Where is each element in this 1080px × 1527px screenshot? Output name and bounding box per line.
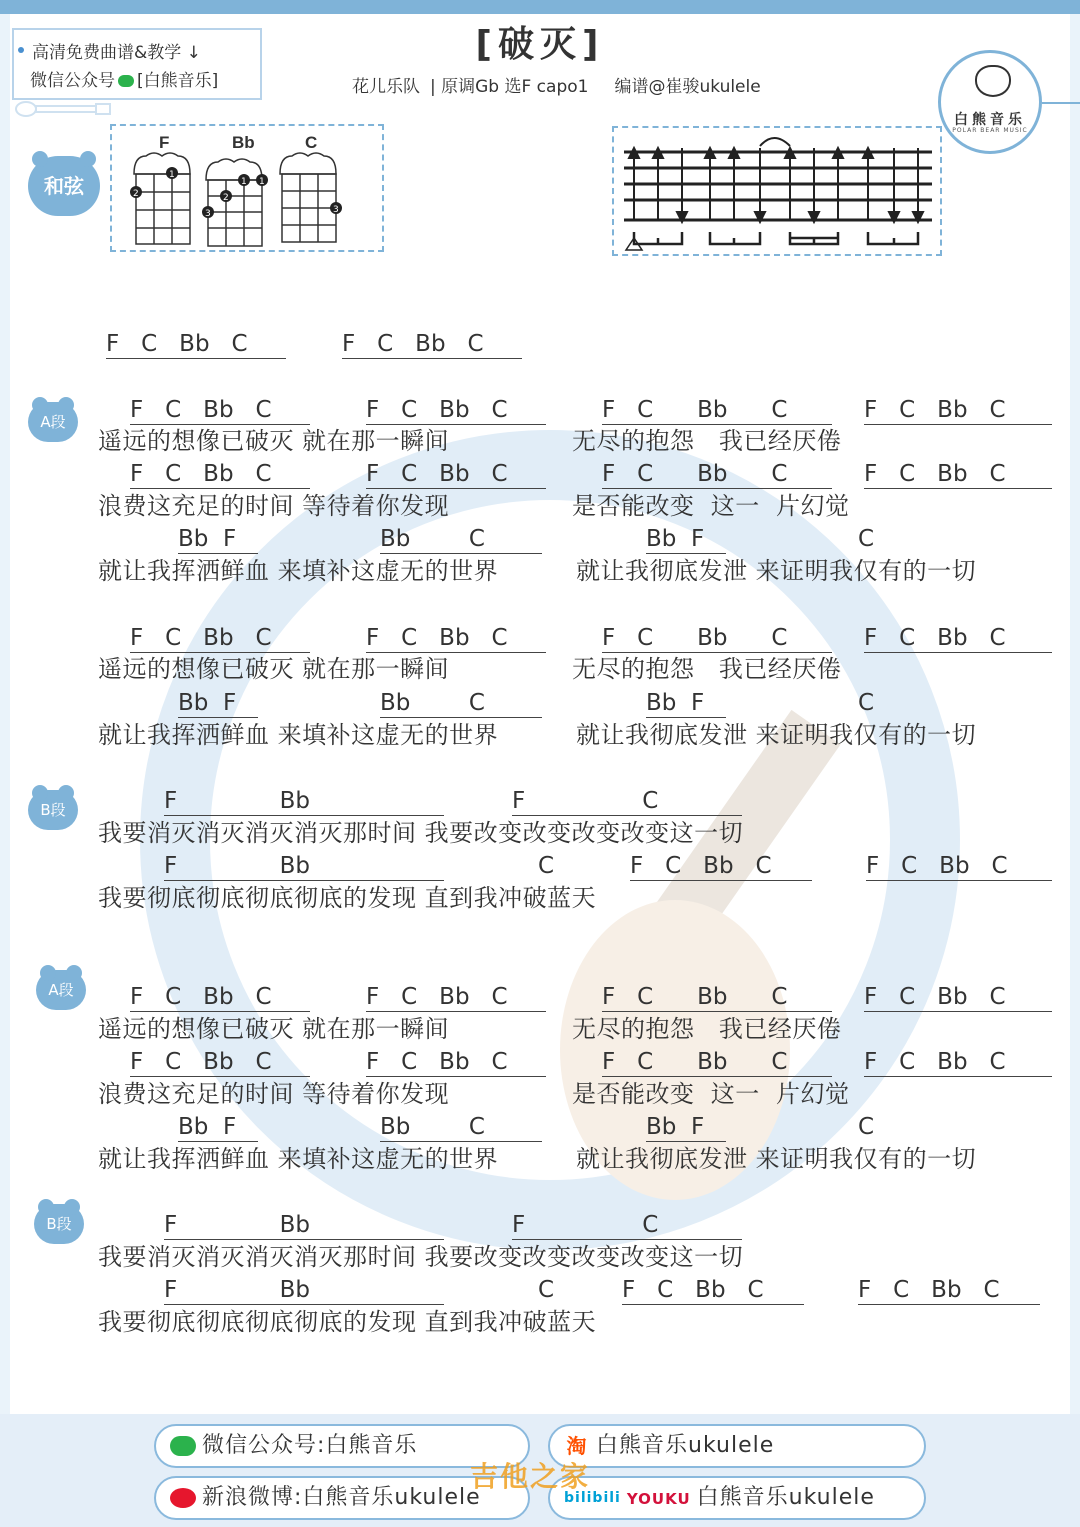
bilibili-icon: bilibili <box>564 1490 621 1506</box>
chord: C <box>893 1277 910 1303</box>
chord: Bb <box>439 461 470 487</box>
chord: F <box>130 984 144 1010</box>
chord: C <box>255 625 272 651</box>
wechat-icon <box>170 1436 196 1456</box>
lyric: 我已经厌倦 <box>718 1015 842 1043</box>
lyric: 就在那一瞬间 <box>302 427 450 455</box>
lyric: 无尽的抱怨 <box>572 655 695 683</box>
chord-bar <box>512 787 742 816</box>
lyric-line <box>572 654 841 684</box>
lyric: 浪费这充足的时间 <box>98 1080 294 1108</box>
lyric: 就让我彻底发泄 <box>576 1145 748 1173</box>
chord: Bb <box>439 625 470 651</box>
chord: C <box>989 397 1006 423</box>
logo-name: 白熊音乐 <box>954 112 1026 128</box>
chord-bar <box>602 396 832 425</box>
chord: F <box>602 984 616 1010</box>
chord: C <box>468 1114 485 1140</box>
chord: Bb <box>646 690 677 716</box>
lyric-line <box>98 654 449 684</box>
chord-bar <box>630 852 812 881</box>
lyric-line <box>98 818 743 848</box>
chord-bar <box>602 624 832 653</box>
chord: C <box>989 625 1006 651</box>
chord: F <box>864 625 878 651</box>
chord: F <box>630 853 644 879</box>
chord: F <box>130 625 144 651</box>
chord: F <box>223 526 237 552</box>
lyric: 我要消灭消灭消灭消灭那时间 <box>98 1243 417 1271</box>
chord-bar <box>130 624 310 653</box>
lyric-line <box>576 1144 976 1174</box>
weibo-icon <box>170 1488 196 1508</box>
chord: F <box>130 397 144 423</box>
bear-icon <box>975 65 1011 97</box>
chord-bar <box>366 396 546 425</box>
strum-pattern <box>612 126 942 256</box>
chord: C <box>858 690 875 716</box>
lyric-line <box>98 1079 449 1109</box>
lyric: 我要彻底彻底彻底彻底的发现 <box>98 1308 417 1336</box>
chord: F <box>864 397 878 423</box>
chord: F <box>342 331 356 357</box>
chord: C <box>165 984 182 1010</box>
chord: Bb <box>203 461 234 487</box>
lyric-line <box>98 883 596 913</box>
lyric-line <box>98 720 498 750</box>
video-label: 白熊音乐ukulele <box>696 1485 875 1510</box>
section-label-a: A段 <box>36 970 86 1010</box>
chord-bar <box>366 1048 546 1077</box>
chord-bar <box>512 1211 742 1240</box>
lyric: 我要彻底彻底彻底彻底的发现 <box>98 884 417 912</box>
lyric-line <box>98 556 498 586</box>
chord-bar <box>366 624 546 653</box>
chord-name-f: F <box>159 133 170 152</box>
chord: F <box>691 1114 705 1140</box>
section-label-b: B段 <box>28 790 78 830</box>
chord: Bb <box>697 461 728 487</box>
wechat-icon <box>118 75 134 87</box>
chord: Bb <box>937 461 968 487</box>
chord: F <box>223 1114 237 1140</box>
lyric: 就让我彻底发泄 <box>576 557 748 585</box>
lyric-line <box>576 556 976 586</box>
lyric-line <box>576 720 976 750</box>
chord: C <box>983 1277 1000 1303</box>
promo-line1: 高清免费曲谱&教学 ↓ <box>32 43 201 63</box>
lyric: 我要消灭消灭消灭消灭那时间 <box>98 819 417 847</box>
chord: F <box>130 461 144 487</box>
chord: C <box>165 625 182 651</box>
chord: F <box>691 690 705 716</box>
chord: C <box>491 1049 508 1075</box>
chord: Bb <box>203 397 234 423</box>
key-info: | 原调Gb 选F capo1 <box>430 77 589 97</box>
chord-bar <box>864 624 1052 653</box>
lyric-line <box>98 1307 596 1337</box>
chord: Bb <box>203 1049 234 1075</box>
chord-bar <box>164 1211 444 1240</box>
chord: C <box>771 625 788 651</box>
chord: F <box>164 1277 178 1303</box>
chord-bar <box>130 983 310 1012</box>
lyric: 是否能改变 <box>572 1080 695 1108</box>
chord: C <box>165 461 182 487</box>
lyric: 等待着你发现 <box>302 1080 450 1108</box>
lyric: 无尽的抱怨 <box>572 427 695 455</box>
chord: Bb <box>178 690 209 716</box>
chord: F <box>512 1212 526 1238</box>
chord: C <box>901 853 918 879</box>
strum-pattern-svg <box>614 128 940 254</box>
chord-bar <box>646 525 726 554</box>
chord-bar <box>130 1048 310 1077</box>
chord: Bb <box>646 1114 677 1140</box>
taobao-label: 白熊音乐ukulele <box>596 1433 775 1458</box>
lyric-line <box>572 426 841 456</box>
chord: C <box>771 461 788 487</box>
chord: C <box>637 984 654 1010</box>
logo-divider <box>1042 102 1080 104</box>
promo-box <box>12 28 262 100</box>
finger-number: 1 <box>169 170 175 180</box>
chord: C <box>255 397 272 423</box>
lyric: 就让我挥洒鲜血 <box>98 1145 270 1173</box>
chord-bar <box>178 525 258 554</box>
chord-bar <box>864 460 1052 489</box>
lyric: 我已经厌倦 <box>718 427 842 455</box>
lyric: 遥远的想像已破灭 <box>98 427 294 455</box>
chord: C <box>771 397 788 423</box>
lyric: 遥远的想像已破灭 <box>98 655 294 683</box>
lyric: 就让我挥洒鲜血 <box>98 721 270 749</box>
chord-bar <box>602 460 832 489</box>
chord: C <box>637 625 654 651</box>
chord: C <box>468 690 485 716</box>
lyric: 我要改变改变改变改变这一切 <box>424 819 744 847</box>
chord: F <box>223 690 237 716</box>
chord-bar <box>858 1276 1040 1305</box>
chord: Bb <box>646 526 677 552</box>
chord-bar <box>178 689 258 718</box>
site-watermark: 吉他之家 <box>470 1460 591 1493</box>
lyric-line <box>572 1079 850 1109</box>
chord: Bb <box>697 1049 728 1075</box>
lyric: 我已经厌倦 <box>718 655 842 683</box>
chord: Bb <box>695 1277 726 1303</box>
lyric: 就让我挥洒鲜血 <box>98 557 270 585</box>
lyric: 这一 <box>710 1080 760 1108</box>
finger-number: 3 <box>205 209 211 219</box>
lyric: 这一 <box>710 492 760 520</box>
lyric: 来填补这虚无的世界 <box>277 721 499 749</box>
chord: C <box>642 1212 659 1238</box>
lyric-line <box>572 491 850 521</box>
chord-bar <box>366 460 546 489</box>
lyric: 就让我彻底发泄 <box>576 721 748 749</box>
chord-bar <box>130 396 310 425</box>
chord: Bb <box>931 1277 962 1303</box>
lyric: 浪费这充足的时间 <box>98 492 294 520</box>
finger-number: 2 <box>223 193 229 203</box>
chord: Bb <box>279 853 310 879</box>
chord: Bb <box>178 526 209 552</box>
top-bar <box>0 0 1080 14</box>
chord-bar <box>164 852 444 881</box>
lyric-line <box>98 426 449 456</box>
chord: C <box>989 984 1006 1010</box>
promo-prefix: 微信公众号 <box>30 71 115 91</box>
chord: Bb <box>439 1049 470 1075</box>
taobao-icon: 淘 <box>566 1434 588 1458</box>
chord: F <box>512 788 526 814</box>
chord: Bb <box>279 788 310 814</box>
chord: F <box>602 1049 616 1075</box>
chord: F <box>864 984 878 1010</box>
chord: Bb <box>279 1277 310 1303</box>
lyric: 来证明我仅有的一切 <box>755 721 977 749</box>
lyric: 就在那一瞬间 <box>302 655 450 683</box>
chord: F <box>164 788 178 814</box>
chord: Bb <box>179 331 210 357</box>
chord: Bb <box>697 984 728 1010</box>
lyric: 无尽的抱怨 <box>572 1015 695 1043</box>
section-label-a: A段 <box>28 402 78 442</box>
chord: C <box>538 853 555 879</box>
chord: Bb <box>439 397 470 423</box>
chord: Bb <box>203 625 234 651</box>
chord: C <box>141 331 158 357</box>
artist: 花儿乐队 <box>352 77 420 97</box>
chord: C <box>637 397 654 423</box>
chord-name-c: C <box>305 133 318 152</box>
lyric-line <box>98 1014 449 1044</box>
chord-bar <box>622 1276 804 1305</box>
finger-number: 1 <box>241 177 247 187</box>
chord: C <box>989 1049 1006 1075</box>
dot-icon <box>18 47 24 53</box>
chord: Bb <box>937 984 968 1010</box>
chord: Bb <box>380 526 411 552</box>
finger-number: 1 <box>259 177 265 187</box>
chord: F <box>602 461 616 487</box>
lyric: 等待着你发现 <box>302 492 450 520</box>
finger-number: 2 <box>133 189 139 199</box>
chord: C <box>401 461 418 487</box>
chord: F <box>164 1212 178 1238</box>
chord: C <box>255 1049 272 1075</box>
lyric-line <box>572 1014 841 1044</box>
lyric: 来证明我仅有的一切 <box>755 1145 977 1173</box>
chord-bar <box>864 396 1052 425</box>
chord: F <box>858 1277 872 1303</box>
lyric: 就在那一瞬间 <box>302 1015 450 1043</box>
chord: F <box>366 461 380 487</box>
video-link[interactable] <box>548 1476 926 1520</box>
chord: C <box>858 1114 875 1140</box>
intro-chords <box>342 330 522 359</box>
chord-bar <box>380 689 542 718</box>
chord: C <box>491 461 508 487</box>
chord: F <box>691 526 705 552</box>
chord: C <box>899 984 916 1010</box>
chord: C <box>491 984 508 1010</box>
chord: F <box>866 853 880 879</box>
chord-bar <box>866 852 1052 881</box>
chord: C <box>899 461 916 487</box>
chord: F <box>864 461 878 487</box>
lyric: 是否能改变 <box>572 492 695 520</box>
logo-en: POLAR BEAR MUSIC <box>952 127 1028 134</box>
chord-bar <box>864 983 1052 1012</box>
promo-suffix: [白熊音乐] <box>137 71 219 91</box>
chord-bar <box>380 525 542 554</box>
chord: C <box>255 984 272 1010</box>
chord: F <box>366 984 380 1010</box>
chord-bar <box>366 983 546 1012</box>
chord: C <box>255 461 272 487</box>
chord: C <box>771 1049 788 1075</box>
chord: C <box>899 1049 916 1075</box>
chord-bar <box>164 787 444 816</box>
lyric: 直到我冲破蓝天 <box>424 884 597 912</box>
chord: C <box>899 625 916 651</box>
chord: F <box>106 331 120 357</box>
chord: C <box>401 984 418 1010</box>
intro-chords <box>106 330 286 359</box>
lyric: 片幻觉 <box>776 1080 850 1108</box>
lyric-line <box>98 1242 743 1272</box>
finger-number: 3 <box>333 205 339 215</box>
chord-diagram-svg <box>112 126 382 250</box>
weibo-label: 新浪微博:白熊音乐ukulele <box>202 1485 481 1510</box>
chord: Bb <box>415 331 446 357</box>
song-title: [破灭] <box>475 24 605 65</box>
chord: F <box>130 1049 144 1075</box>
chord: C <box>771 984 788 1010</box>
promo-line2 <box>30 66 218 91</box>
chord: C <box>165 1049 182 1075</box>
chord-bar <box>602 983 832 1012</box>
lyric: 遥远的想像已破灭 <box>98 1015 294 1043</box>
chord: Bb <box>937 1049 968 1075</box>
chord: F <box>164 853 178 879</box>
chord: C <box>747 1277 764 1303</box>
chord: C <box>642 788 659 814</box>
chord: Bb <box>279 1212 310 1238</box>
chord: Bb <box>697 397 728 423</box>
chord: C <box>637 461 654 487</box>
chord-bar <box>602 1048 832 1077</box>
chord: C <box>401 397 418 423</box>
chord: C <box>491 625 508 651</box>
lyric: 来填补这虚无的世界 <box>277 557 499 585</box>
chord: F <box>366 625 380 651</box>
chord: C <box>538 1277 555 1303</box>
taobao-link[interactable] <box>548 1424 926 1468</box>
lyric-line <box>98 1144 498 1174</box>
chord: C <box>991 853 1008 879</box>
lyric: 来填补这虚无的世界 <box>277 1145 499 1173</box>
chord: F <box>622 1277 636 1303</box>
chord: C <box>899 397 916 423</box>
chords-label: 和弦 <box>28 156 100 216</box>
lyric: 我要改变改变改变改变这一切 <box>424 1243 744 1271</box>
chord-bar <box>380 1113 542 1142</box>
chord-bar <box>646 689 726 718</box>
chord: F <box>366 397 380 423</box>
lyric: 片幻觉 <box>776 492 850 520</box>
chord: C <box>467 331 484 357</box>
lyric-line <box>98 491 449 521</box>
chord-bar <box>164 1276 444 1305</box>
youku-icon: YOUKU <box>626 1490 691 1508</box>
logo <box>938 50 1042 154</box>
chord: Bb <box>937 397 968 423</box>
chord: C <box>165 397 182 423</box>
chord: C <box>231 331 248 357</box>
chord: C <box>468 526 485 552</box>
chord: Bb <box>937 625 968 651</box>
chord: Bb <box>380 690 411 716</box>
lyric: 直到我冲破蓝天 <box>424 1308 597 1336</box>
chord: C <box>858 526 875 552</box>
arranger: 编谱@崔骏ukulele <box>614 77 761 97</box>
chord: C <box>491 397 508 423</box>
chord: C <box>401 625 418 651</box>
chord: Bb <box>939 853 970 879</box>
chord: C <box>377 331 394 357</box>
chord: C <box>401 1049 418 1075</box>
chord-name-bb: Bb <box>232 133 255 152</box>
ukulele-icon <box>14 100 114 118</box>
chord: C <box>989 461 1006 487</box>
chord: F <box>864 1049 878 1075</box>
chord: Bb <box>439 984 470 1010</box>
chord: Bb <box>697 625 728 651</box>
chord-bar <box>130 460 310 489</box>
chord-bar <box>646 1113 726 1142</box>
lyric: 来证明我仅有的一切 <box>755 557 977 585</box>
chord-diagrams <box>110 124 384 252</box>
chord: F <box>366 1049 380 1075</box>
chord-bar <box>178 1113 258 1142</box>
chord: Bb <box>203 984 234 1010</box>
chord: F <box>602 397 616 423</box>
chord: F <box>602 625 616 651</box>
wechat-label: 微信公众号:白熊音乐 <box>202 1433 418 1458</box>
chord: Bb <box>703 853 734 879</box>
chord: Bb <box>380 1114 411 1140</box>
section-label-b: B段 <box>34 1204 84 1244</box>
chord: C <box>657 1277 674 1303</box>
chord: Bb <box>178 1114 209 1140</box>
chord: C <box>755 853 772 879</box>
chord-bar <box>864 1048 1052 1077</box>
song-info <box>352 72 771 97</box>
chord: C <box>665 853 682 879</box>
chord: C <box>637 1049 654 1075</box>
